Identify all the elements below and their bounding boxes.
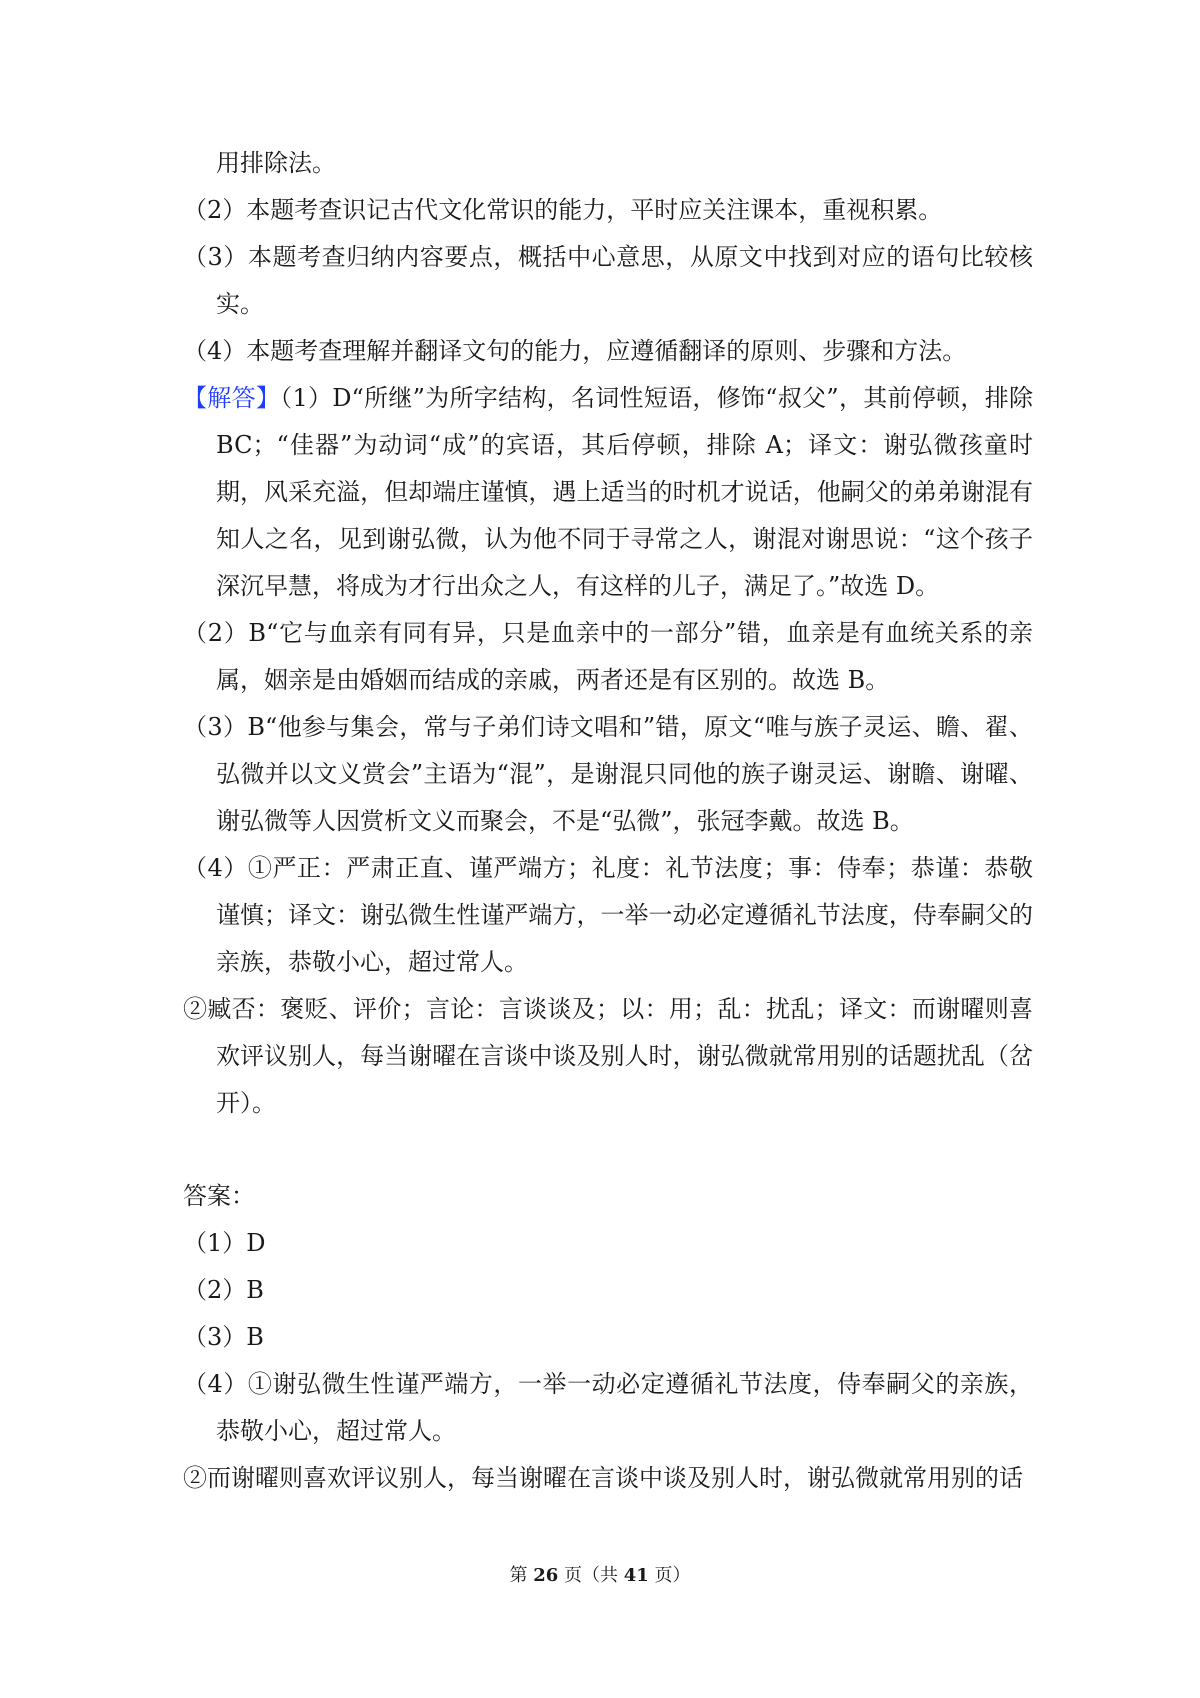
answer-q1-text: （1）D“所继”为所字结构，名词性短语，修饰“叔父”，其前停顿，排除BC；“佳器”为动词“成”的宾语，其后停顿，排除 A；译文：谢弘微孩童时期，风采充溢，但却端庄谨慎，遇上适当的时机才说话，他嗣父的弟弟谢混有知人之名，见到谢弘微，认为他不同于寻常之人，谢混对谢思说：“这个孩子深沉早慧，将成为才行出众之人，有这样的儿子，满足了。”故选 D。: [216, 384, 1033, 600]
analysis-item-2: （2）本题考查识记古代文化常识的能力，平时应关注课本，重视积累。: [183, 196, 943, 224]
analysis-item-3: （3）本题考查归纳内容要点，概括中心意思，从原文中找到对应的语句比较核实。: [183, 243, 1033, 318]
final-answer-1: （1）D: [183, 1229, 266, 1257]
answer-q3: （3）B“他参与集会，常与子弟们诗文唱和”错，原文“唯与族子灵运、瞻、翟、弘微并以文义赏会”主语为“混”，是谢混只同他的族子谢灵运、谢瞻、谢曜、谢弘微等人因赏析文义而聚会，不是“弘微”，张冠李戴。故选 B。: [183, 713, 1033, 835]
answer-q1: [183, 375, 1033, 610]
footer-prefix: 第: [509, 1565, 534, 1586]
final-answers-heading: 答案：: [183, 1182, 255, 1210]
final-answer-3: （3）B: [183, 1323, 264, 1351]
analysis-item-4: （4）本题考查理解并翻译文句的能力，应遵循翻译的原则、步骤和方法。: [183, 337, 967, 365]
answer-q4-part2: ②臧否：褒贬、评价；言论：言谈谈及；以：用；乱：扰乱；译文：而谢曜则喜欢评议别人，每当谢曜在言谈中谈及别人时，谢弘微就常用别的话题扰乱（岔开）。: [183, 995, 1033, 1117]
final-answer-4-part1: （4）①谢弘微生性谨严端方，一举一动必定遵循礼节法度，侍奉嗣父的亲族，恭敬小心，超过常人。: [183, 1370, 1033, 1445]
page-footer: [0, 1561, 1200, 1587]
section-gap: [183, 1127, 1033, 1173]
final-answer-4-part2: ②而谢曜则喜欢评议别人，每当谢曜在言谈中谈及别人时，谢弘微就常用别的话: [183, 1464, 1023, 1492]
analysis-continuation: 用排除法。: [216, 149, 336, 177]
footer-total-pages: 41: [623, 1565, 649, 1586]
answer-q4-part1: （4）①严正：严肃正直、谨严端方；礼度：礼节法度；事：侍奉；恭谨：恭敬谨慎；译文：谢弘微生性谨严端方，一举一动必定遵循礼节法度，侍奉嗣父的亲族，恭敬小心，超过常人。: [183, 854, 1033, 976]
footer-middle: 页（共: [558, 1565, 624, 1586]
answer-tag: 【解答】: [183, 384, 281, 412]
answer-q2: （2）B“它与血亲有同有异，只是血亲中的一部分”错，血亲是有血统关系的亲属，姻亲是由婚姻而结成的亲戚，两者还是有区别的。故选 B。: [183, 619, 1033, 694]
document-body: [183, 140, 1033, 1502]
footer-page-number: 26: [533, 1565, 559, 1586]
final-answer-2: （2）B: [183, 1276, 264, 1304]
footer-suffix: 页）: [648, 1565, 691, 1586]
